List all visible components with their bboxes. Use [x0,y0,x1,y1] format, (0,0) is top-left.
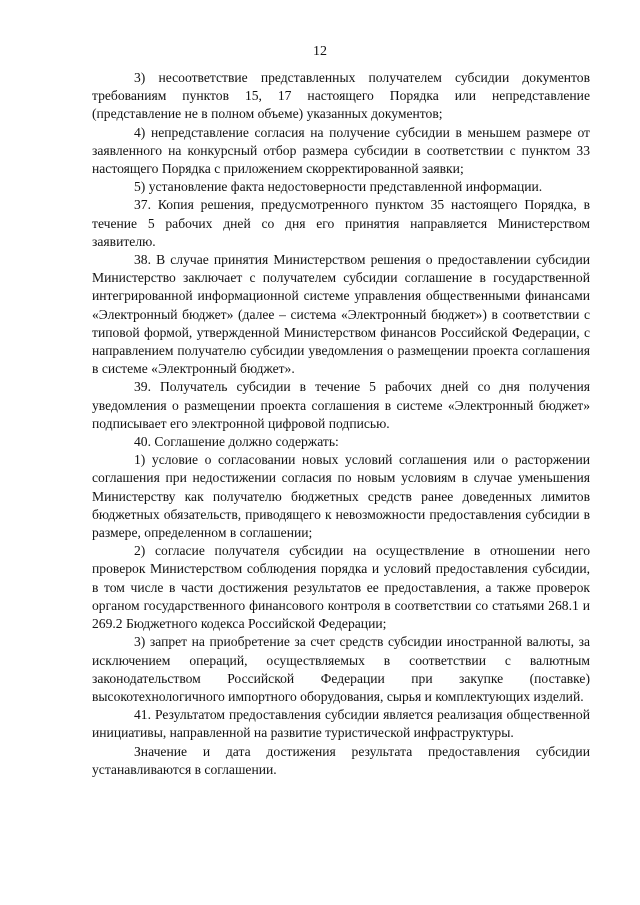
paragraph-40-item-2: 2) согласие получателя субсидии на осуществление в отношении него проверок Министерством соблюдения порядка и условий предоставления субсидии, в том числе в части достижения результатов ее предоставления, а также проверок органом государственного финансового контроля в соответствии со статьями 268.1 и 269.2 Бюджетного кодекса Российской Федерации; [92,543,590,632]
paragraph-38: 38. В случае принятия Министерством решения о предоставлении субсидии Министерство заключает с получателем субсидии соглашение в государственной интегрированной информационной системе управления общественными финансами «Электронный бюджет» (далее – система «Электронный бюджет») в соответствии с типовой формой, утвержденной Министерством финансов Российской Федерации, с направлением получателю субсидии уведомления о размещении проекта соглашения в системе «Электронный бюджет». [92,252,590,377]
paragraph-39: 39. Получатель субсидии в течение 5 рабочих дней со дня получения уведомления о размещении проекта соглашения в системе «Электронный бюджет» подписывает его электронной цифровой подписью. [92,379,590,431]
paragraph-40-item-1: 1) условие о согласовании новых условий соглашения или о расторжении соглашения при недостижении согласия по новым условиям в случае уменьшения Министерству как получателю бюджетных средств ранее доведенных лимитов бюджетных обязательств, приводящего к невозможности предоставления субсидии в размере, определенном в соглашении; [92,452,590,541]
paragraph-40-item-3: 3) запрет на приобретение за счет средств субсидии иностранной валюты, за исключением операций, осуществляемых в соответствии с валютным законодательством Российской Федерации при закупке (поставке) высокотехнологичного импортного оборудования, сырья и комплектующих изделий. [92,634,590,704]
document-body [92,69,590,779]
paragraph-item-4-no-consent: 4) непредставление согласия на получение субсидии в меньшем размере от заявленного на конкурсный отбор размера субсидии в соответствии с пунктом 33 настоящего Порядка с приложением скорректированной заявки; [92,124,590,177]
paragraph-41: 41. Результатом предоставления субсидии является реализация общественной инициативы, направленной на развитие туристической инфраструктуры. [92,707,590,741]
paragraph-40: 40. Соглашение должно содержать: [134,434,339,450]
page-number: 12 [313,44,327,59]
paragraph-item-5-false-information: 5) установление факта недостоверности представленной информации. [134,179,543,195]
paragraph-item-3-documents-mismatch: 3) несоответствие представленных получателем субсидии документов требованиям пунктов 15, 17 настоящего Порядка или непредставление (представление не в полном объеме) указанных документов; [92,70,590,122]
paragraph-37: 37. Копия решения, предусмотренного пунктом 35 настоящего Порядка, в течение 5 рабочих дней со дня его принятия направляется Министерством заявителю. [92,197,590,249]
paragraph-result-value-date: Значение и дата достижения результата предоставления субсидии устанавливаются в соглашении. [92,743,590,777]
